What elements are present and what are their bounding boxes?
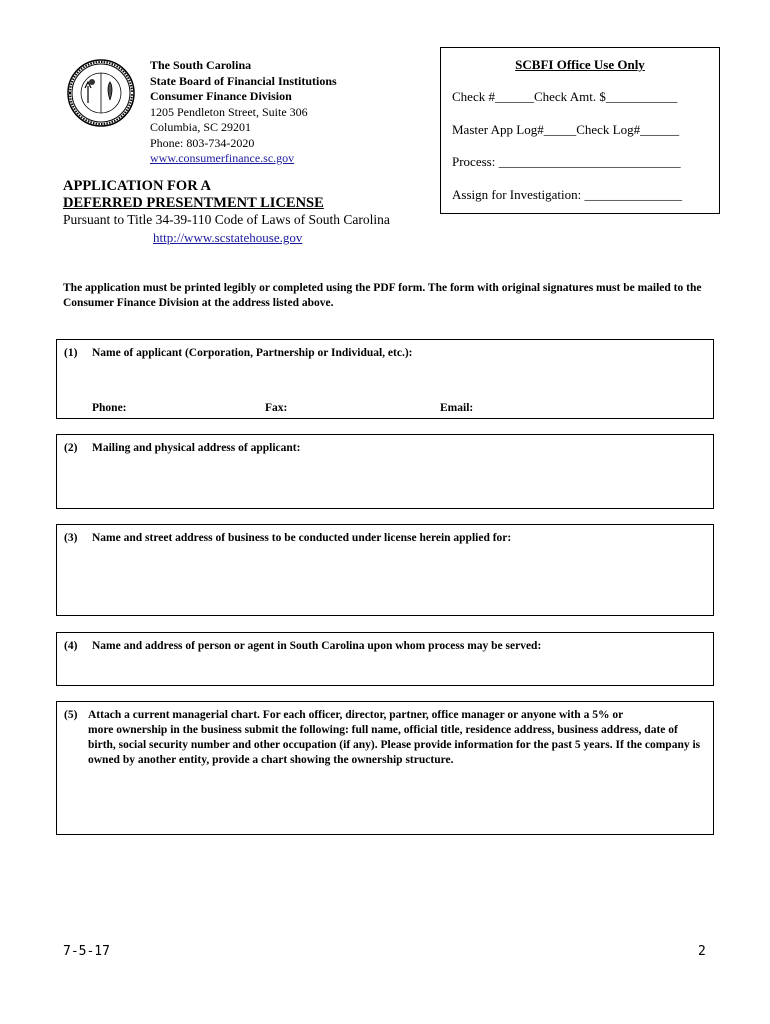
question-4-box[interactable] bbox=[56, 632, 714, 686]
question-3-box[interactable] bbox=[56, 524, 714, 616]
question-5-number: (5) bbox=[64, 709, 78, 721]
agency-name: The South Carolina bbox=[150, 58, 252, 72]
state-seal-logo bbox=[66, 58, 136, 128]
pursuant-text: Pursuant to Title 34-39-110 Code of Laws of South Carolina bbox=[63, 212, 390, 227]
office-use-title: SCBFI Office Use Only bbox=[515, 57, 645, 72]
question-4-number: (4) bbox=[64, 640, 78, 652]
question-1-number: (1) bbox=[64, 347, 78, 359]
question-5-box[interactable] bbox=[56, 701, 714, 835]
phone-label: Phone: bbox=[92, 402, 127, 414]
application-title bbox=[63, 178, 324, 212]
question-1 bbox=[64, 346, 704, 361]
statehouse-link[interactable]: http://www.scstatehouse.gov bbox=[153, 230, 303, 245]
question-1-text: Name of applicant (Corporation, Partnership or Individual, etc.): bbox=[92, 347, 413, 359]
question-2-box[interactable] bbox=[56, 434, 714, 509]
question-3 bbox=[64, 531, 704, 546]
question-2-number: (2) bbox=[64, 442, 78, 454]
agency-header bbox=[150, 58, 337, 167]
assign-line: Assign for Investigation: _______________ bbox=[452, 187, 683, 202]
process-line: Process: ____________________________ bbox=[452, 154, 681, 169]
log-line: Master App Log#_____Check Log#______ bbox=[452, 122, 680, 137]
office-use-box bbox=[440, 47, 720, 214]
agency-phone: Phone: 803-734-2020 bbox=[150, 135, 255, 150]
title-line-1: APPLICATION FOR A bbox=[63, 178, 211, 194]
agency-board: State Board of Financial Institutions bbox=[150, 73, 337, 88]
question-3-number: (3) bbox=[64, 532, 78, 544]
question-2 bbox=[64, 441, 704, 456]
check-line: Check #______Check Amt. $___________ bbox=[452, 89, 678, 104]
question-4-text: Name and address of person or agent in South Carolina upon whom process may be served: bbox=[92, 640, 542, 652]
footer-date: 7-5-17 bbox=[63, 944, 110, 959]
question-3-text: Name and street address of business to be conducted under license herein applied for: bbox=[92, 532, 512, 544]
agency-city: Columbia, SC 29201 bbox=[150, 120, 252, 134]
email-label: Email: bbox=[440, 402, 474, 414]
fax-label: Fax: bbox=[265, 402, 288, 414]
title-line-2: DEFERRED PRESENTMENT LICENSE bbox=[63, 195, 324, 211]
agency-division: Consumer Finance Division bbox=[150, 89, 292, 103]
page-number: 2 bbox=[698, 944, 706, 959]
question-5-text: Attach a current managerial chart. For each officer, director, partner, office manager or anyone with a 5% or bbox=[88, 709, 624, 721]
question-5 bbox=[64, 708, 704, 768]
instructions-text: The application must be printed legibly or completed using the PDF form. The form with original signatures must be mailed to the Consumer Finance Division at the address listed above. bbox=[63, 282, 702, 309]
question-5-text-continued: more ownership in the business submit the following: full name, official title, residence address, business address, date of birth, social security number and other occupation (if any). Please provide information for the past 5 years. If the company is owned by another entity, provide a chart showing the ownership structure. bbox=[88, 724, 701, 766]
question-1-box[interactable] bbox=[56, 339, 714, 419]
agency-website-link[interactable]: www.consumerfinance.sc.gov bbox=[150, 151, 295, 165]
agency-street: 1205 Pendleton Street, Suite 306 bbox=[150, 104, 308, 119]
question-2-text: Mailing and physical address of applicant: bbox=[92, 442, 301, 454]
question-4 bbox=[64, 639, 704, 654]
